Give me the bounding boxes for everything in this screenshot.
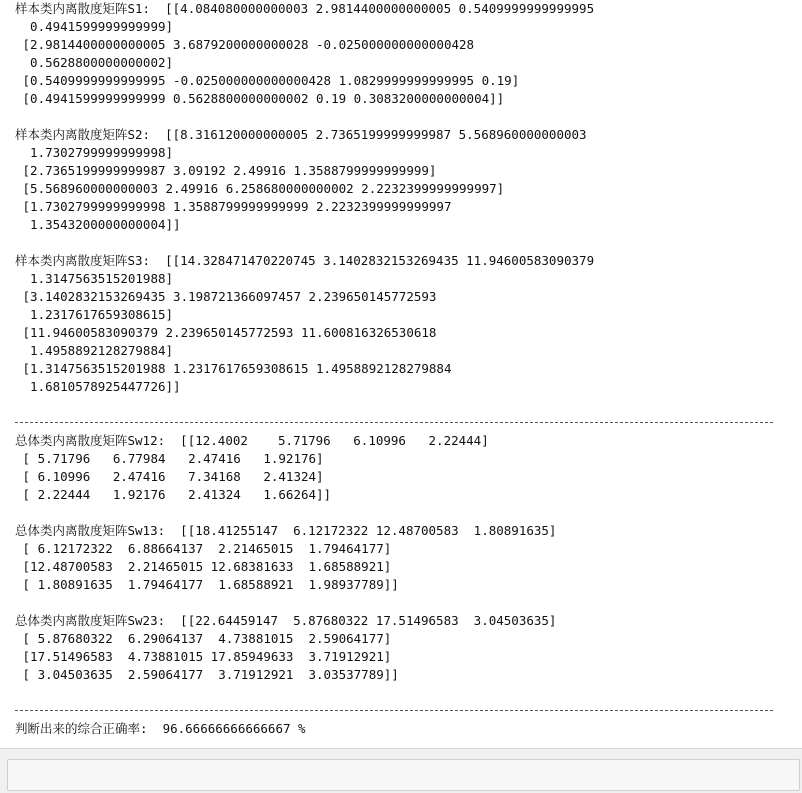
s3-line: 1.6810578925447726]] (15, 379, 181, 394)
s3-line: 1.4958892128279884] (15, 343, 174, 358)
s2-line: [5.568960000000003 2.49916 6.258680000000002 2.2232399999999997] (15, 181, 505, 196)
sw23-line: [17.51496583 4.73881015 17.85949633 3.71912921] (15, 649, 392, 664)
s3-line: [11.94600583090379 2.239650145772593 11.600816326530618 (15, 325, 437, 340)
sw12-line: [ 6.10996 2.47416 7.34168 2.41324] (15, 469, 324, 484)
console-input-bar (0, 748, 802, 793)
sw13-line: 总体类内离散度矩阵Sw13: [[18.41255147 6.12172322 12.48700583 1.80891635] (15, 523, 557, 538)
sw12-line: [ 5.71796 6.77984 2.47416 1.92176] (15, 451, 324, 466)
s1-line: 0.4941599999999999] (15, 19, 174, 34)
sw12-line: [ 2.22444 1.92176 2.41324 1.66264]] (15, 487, 332, 502)
s2-line: 1.7302799999999998] (15, 145, 174, 160)
separator-line (15, 710, 773, 711)
s3-line: [3.1402832153269435 3.198721366097457 2.239650145772593 (15, 289, 437, 304)
sw23-line: 总体类内离散度矩阵Sw23: [[22.64459147 5.87680322 17.51496583 3.04503635] (15, 613, 557, 628)
sw12-line: 总体类内离散度矩阵Sw12: [[12.4002 5.71796 6.10996 2.22444] (15, 433, 489, 448)
s2-line: 1.3543200000000004]] (15, 217, 181, 232)
s2-line: [1.7302799999999998 1.3588799999999999 2.2232399999999997 (15, 199, 452, 214)
s3-line: 样本类内离散度矩阵S3: [[14.328471470220745 3.1402832153269435 11.94600583090379 (15, 253, 595, 268)
s3-line: 1.3147563515201988] (15, 271, 174, 286)
s2-line: [2.7365199999999987 3.09192 2.49916 1.3588799999999999] (15, 163, 437, 178)
sw13-line: [12.48700583 2.21465015 12.68381633 1.68588921] (15, 559, 392, 574)
sw13-line: [ 6.12172322 6.88664137 2.21465015 1.79464177] (15, 541, 392, 556)
s1-line: 样本类内离散度矩阵S1: [[4.084080000000003 2.9814400000000005 0.5409999999999995 (15, 1, 595, 16)
s2-line: 样本类内离散度矩阵S2: [[8.316120000000005 2.7365199999999987 5.568960000000003 (15, 127, 587, 142)
sw23-line: [ 5.87680322 6.29064137 4.73881015 2.59064177] (15, 631, 392, 646)
s1-line: [0.5409999999999995 -0.025000000000000428 1.0829999999999995 0.19] (15, 73, 520, 88)
s3-line: 1.2317617659308615] (15, 307, 174, 322)
sw13-line: [ 1.80891635 1.79464177 1.68588921 1.98937789]] (15, 577, 399, 592)
console-input[interactable] (7, 759, 800, 791)
separator-line (15, 422, 773, 423)
s1-line: 0.5628800000000002] (15, 55, 174, 70)
s1-line: [2.9814400000000005 3.6879200000000028 -0.025000000000000428 (15, 37, 475, 52)
sw23-line: [ 3.04503635 2.59064177 3.71912921 3.03537789]] (15, 667, 399, 682)
s3-line: [1.3147563515201988 1.2317617659308615 1.4958892128279884 (15, 361, 452, 376)
s1-line: [0.4941599999999999 0.5628800000000002 0.19 0.3083200000000004]] (15, 91, 505, 106)
accuracy-line: 判断出来的综合正确率: 96.66666666666667 % (15, 721, 306, 736)
